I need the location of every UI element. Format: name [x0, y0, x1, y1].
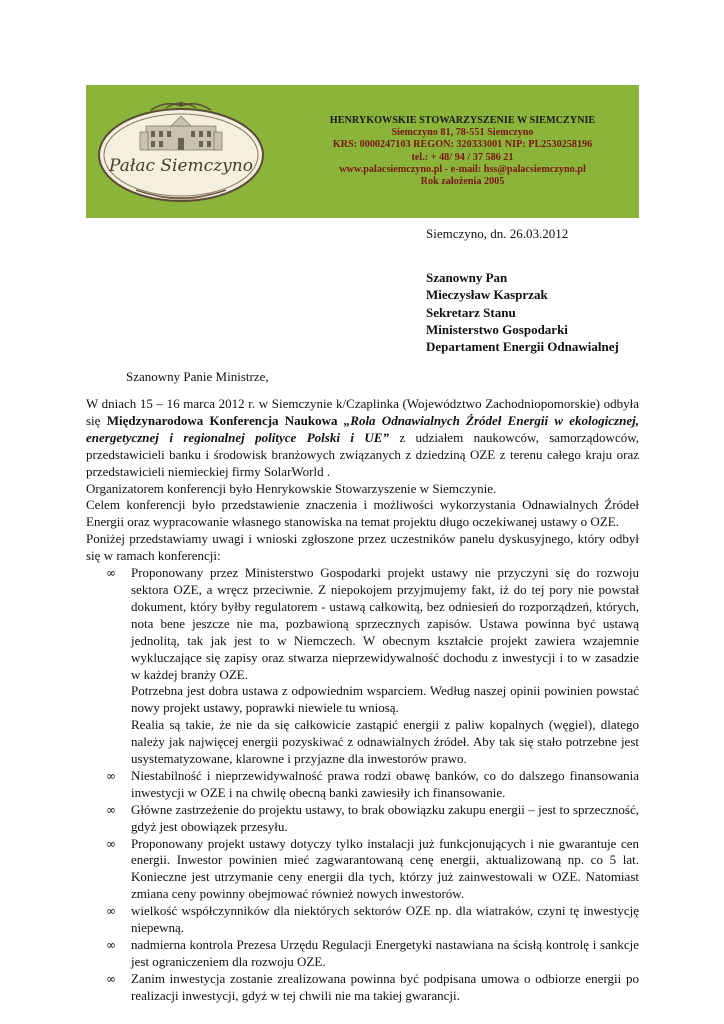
- recipient-line: Ministerstwo Gospodarki: [426, 321, 568, 337]
- list-item-text: nadmierna kontrola Prezesa Urzędu Regulacji Energetyki nastawiana na ścisłą kontrolę i sankcje jest ograniczeniem dla rozwoju OZE.: [131, 937, 639, 969]
- infinity-bullet-icon: ∞: [106, 566, 116, 581]
- list-item: [86, 971, 639, 1005]
- logo-text: Pałac Siemczyno: [109, 156, 253, 176]
- organizer-line: Organizatorem konferencji było Henrykowskie Stowarzyszenie w Siemczynie.: [86, 480, 497, 496]
- list-item-text: Proponowany projekt ustawy dotyczy tylko instalacji już funkcjonujących i nie gwarantuje cen energii. Inwestor powinien mieć zagwarantowaną cenę energii, aktualizowaną np. co 5 lat. Konieczne jest utrzymanie ceny energii dla tych, którzy już zainwestowali w OZE. Natomiast zmiana ceny powinny obejmować również nowych inwestorów.: [131, 835, 639, 902]
- recipient-line: Departament Energii Odnawialnej: [426, 339, 619, 355]
- list-item: [86, 802, 639, 836]
- org-founded: Rok założenia 2005: [420, 176, 505, 188]
- list-item: [86, 937, 639, 971]
- intro-text-a: W dniach 15 – 16 marca 2012 r. w Siemczynie k/Czaplinka (Województwo Zachodniopomorskie) odbyła się: [86, 396, 639, 428]
- letter-body: [86, 396, 639, 1005]
- list-item-text: wielkość współczynników dla niektórych sektorów OZE np. dla wiatraków, czyni tę inwestycję niepewną.: [131, 903, 639, 936]
- recipient-line: Szanowny Pan: [426, 270, 508, 285]
- palace-logo: [96, 98, 266, 206]
- infinity-bullet-icon: ∞: [106, 836, 116, 851]
- list-item: [86, 565, 639, 683]
- infinity-bullet-icon: ∞: [106, 971, 116, 986]
- list-item-text: Zanim inwestycja zostanie zrealizowana powinna być podpisana umowa o odbiorze energii po realizacji inwestycji, gdyż w tej chwili nie ma takiej gwarancji.: [131, 970, 639, 1003]
- list-item-text: Niestabilność i nieprzewidywalność prawa rodzi obawę banków, co do dalszego finansowania inwestycji w OZE i na chwilę obecną banki zawiesiły ich finansowanie.: [131, 767, 639, 800]
- org-web: www.palacsiemczyno.pl - e-mail: hss@palacsiemczyno.pl: [339, 163, 586, 175]
- sub-paragraph: Realia są takie, że nie da się całkowicie zastąpić energii z paliw kopalnych (węgiel), dlatego należy jak najwięcej energii pozyskiwać z odnawialnych źródeł. Aby tak się stało potrzebne jest usystematyzowane, klarowne i przyjazne dla inwestorów prawo.: [131, 717, 639, 767]
- conference-name: Międzynarodowa Konferencja Naukowa: [106, 412, 338, 428]
- remarks-intro: Poniżej przedstawiamy uwagi i wnioski zgłoszone przez uczestników panelu dyskusyjnego, który odbył się w ramach konferencji:: [86, 531, 639, 564]
- list-item: [86, 768, 639, 802]
- intro-paragraph: [86, 396, 639, 481]
- org-name: HENRYKOWSKIE STOWARZYSZENIE W SIEMCZYNIE: [329, 115, 596, 126]
- org-registry: KRS: 0000247103 REGON: 320333001 NIP: PL2530258196: [332, 139, 593, 151]
- remarks-list-continued: [86, 768, 639, 1005]
- list-item-text: Główne zastrzeżenie do projektu ustawy, to brak obowiązku zakupu energii – jest to sprzeczność, gdyż jest obowiązek przesyłu.: [131, 801, 639, 834]
- purpose-paragraph: Celem konferencji było przedstawienie znaczenia i możliwości wykorzystania Odnawialnych Źródeł Energii oraz wypracowanie własnego stanowiska na temat projektu długo oczekiwanej ustawy o OZE.: [86, 497, 639, 530]
- list-item-text: Proponowany przez Ministerstwo Gospodarki projekt ustawy nie przyczyni się do rozwoju sektora OZE, a wręcz przeciwnie. Z niepokojem przyjmujemy fakt, iż do tej pory nie powstał dokument, który byłby regulatorem - ustawą całkowitą, bez odniesień do rozporządzeń, których, nota bene jeszcze nie ma, pozbawioną sprzecznych zapisów. Ustawa powinna być ustawą jednolitą, tak jak jest to w Niemczech. W obecnym kształcie projekt zawiera wzajemnie wykluczające się zapisy oraz stwarza nieprzewidywalność dochodu z inwestycji i to w zasadzie w każdej branży OZE.: [131, 565, 639, 682]
- conference-title: „Rola Odnawialnych Źródeł Energii w ekologicznej, energetycznej i regionalnej polityce Polski i UE”: [86, 412, 639, 445]
- intro-text-b: z udziałem naukowców, samorządowców, przedstawicieli banku i środowisk branżowych związanych z dziedziną OZE z terenu całego kraju oraz przedstawicieli niemieckiej firmy SolarWorld .: [86, 429, 640, 479]
- recipient-line: Sekretarz Stanu: [426, 304, 516, 320]
- organization-info: [290, 115, 635, 188]
- recipient-block: [426, 269, 619, 355]
- infinity-bullet-icon: ∞: [106, 904, 116, 919]
- infinity-bullet-icon: ∞: [106, 768, 116, 783]
- remarks-list: [86, 565, 639, 683]
- list-item: [86, 903, 639, 937]
- palace-logo-graphic: [96, 98, 266, 206]
- org-address: Siemczyno 81, 78-551 Siemczyno: [391, 127, 534, 139]
- sub-paragraph: Potrzebna jest dobra ustawa z odpowiednim wsparciem. Według naszej opinii powinien powstać nowy projekt ustawy, poprawki niewiele tu wniosą.: [131, 683, 639, 716]
- infinity-bullet-icon: ∞: [106, 802, 116, 817]
- letter-date: Siemczyno, dn. 26.03.2012: [426, 226, 569, 241]
- list-item: [86, 836, 639, 904]
- org-phone: tel.: + 48/ 94 / 37 586 21: [411, 151, 514, 163]
- infinity-bullet-icon: ∞: [106, 938, 116, 952]
- recipient-line: Mieczysław Kasprzak: [426, 287, 548, 303]
- salutation: Szanowny Panie Ministrze,: [126, 369, 269, 384]
